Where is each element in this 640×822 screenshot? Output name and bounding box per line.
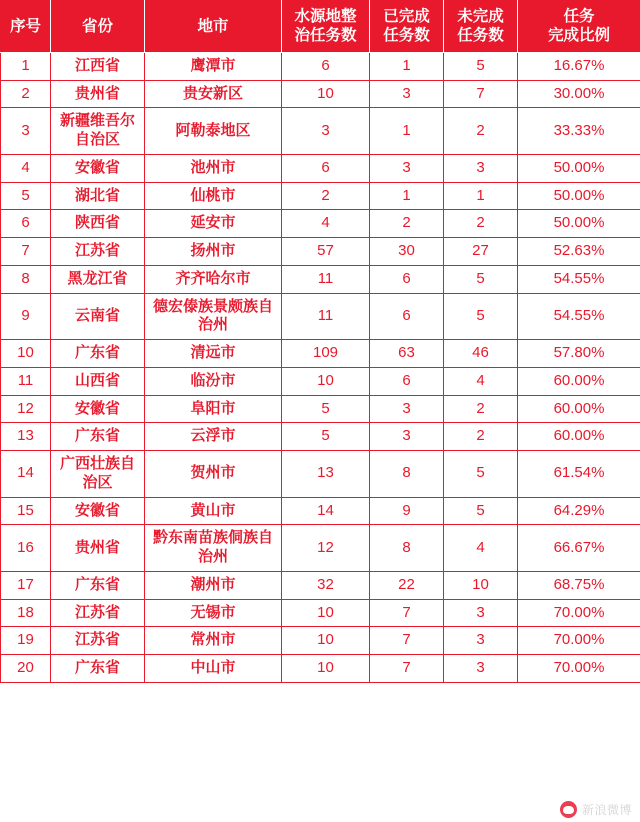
cell-uncompleted-tasks: 5 <box>444 451 518 498</box>
table-row <box>1 655 640 683</box>
cell-city: 仙桃市 <box>145 182 282 210</box>
cell-completed-tasks: 6 <box>370 293 444 340</box>
cell-index: 3 <box>1 108 51 155</box>
cell-province: 江西省 <box>51 52 145 80</box>
table-row <box>1 293 640 340</box>
cell-total-tasks: 2 <box>282 182 370 210</box>
table-row <box>1 265 640 293</box>
cell-completion-ratio: 70.00% <box>518 599 640 627</box>
cell-province: 陕西省 <box>51 210 145 238</box>
column-header-total-tasks-line2: 治任务数 <box>294 27 357 45</box>
cell-total-tasks: 10 <box>282 627 370 655</box>
cell-uncompleted-tasks: 3 <box>444 627 518 655</box>
cell-completed-tasks: 7 <box>370 599 444 627</box>
cell-total-tasks: 13 <box>282 451 370 498</box>
table-row <box>1 182 640 210</box>
cell-completed-tasks: 3 <box>370 154 444 182</box>
cell-uncompleted-tasks: 5 <box>444 265 518 293</box>
cell-city: 黔东南苗族侗族自治州 <box>145 525 282 572</box>
cell-city: 潮州市 <box>145 571 282 599</box>
table-header <box>1 1 640 53</box>
cell-total-tasks: 109 <box>282 340 370 368</box>
column-header-index-line1: 序号 <box>9 17 41 35</box>
cell-uncompleted-tasks: 5 <box>444 293 518 340</box>
cell-total-tasks: 10 <box>282 655 370 683</box>
table-row <box>1 52 640 80</box>
cell-completed-tasks: 30 <box>370 238 444 266</box>
cell-province: 安徽省 <box>51 154 145 182</box>
column-header-completed-tasks <box>370 1 444 53</box>
cell-completion-ratio: 60.00% <box>518 423 640 451</box>
cell-uncompleted-tasks: 4 <box>444 525 518 572</box>
watermark-label: 新浪微博 <box>581 803 632 817</box>
cell-province: 广东省 <box>51 655 145 683</box>
cell-uncompleted-tasks: 46 <box>444 340 518 368</box>
cell-total-tasks: 6 <box>282 154 370 182</box>
cell-index: 10 <box>1 340 51 368</box>
cell-index: 13 <box>1 423 51 451</box>
cell-completion-ratio: 70.00% <box>518 627 640 655</box>
cell-province: 黑龙江省 <box>51 265 145 293</box>
cell-completed-tasks: 7 <box>370 655 444 683</box>
cell-province: 广西壮族自治区 <box>51 451 145 498</box>
cell-province: 安徽省 <box>51 497 145 525</box>
column-header-uncompleted-tasks-line2: 任务数 <box>457 27 504 45</box>
cell-uncompleted-tasks: 3 <box>444 154 518 182</box>
cell-index: 17 <box>1 571 51 599</box>
cell-completed-tasks: 2 <box>370 210 444 238</box>
table-row <box>1 525 640 572</box>
cell-province: 广东省 <box>51 571 145 599</box>
cell-uncompleted-tasks: 1 <box>444 182 518 210</box>
cell-uncompleted-tasks: 27 <box>444 238 518 266</box>
column-header-completion-ratio-line2: 完成比例 <box>547 27 610 45</box>
cell-province: 新疆维吾尔自治区 <box>51 108 145 155</box>
cell-completed-tasks: 1 <box>370 182 444 210</box>
cell-uncompleted-tasks: 2 <box>444 210 518 238</box>
cell-total-tasks: 5 <box>282 395 370 423</box>
cell-city: 贵安新区 <box>145 80 282 108</box>
cell-index: 5 <box>1 182 51 210</box>
cell-index: 18 <box>1 599 51 627</box>
table-row <box>1 627 640 655</box>
cell-index: 11 <box>1 367 51 395</box>
cell-uncompleted-tasks: 2 <box>444 395 518 423</box>
cell-completed-tasks: 7 <box>370 627 444 655</box>
cell-province: 云南省 <box>51 293 145 340</box>
column-header-uncompleted-tasks-line1: 未完成 <box>457 8 504 25</box>
cell-completed-tasks: 3 <box>370 423 444 451</box>
cell-city: 阿勒泰地区 <box>145 108 282 155</box>
column-header-city-line1: 地市 <box>197 17 229 35</box>
cell-total-tasks: 6 <box>282 52 370 80</box>
cell-completed-tasks: 8 <box>370 451 444 498</box>
cell-uncompleted-tasks: 5 <box>444 497 518 525</box>
watermark <box>560 801 632 818</box>
cell-city: 清远市 <box>145 340 282 368</box>
table-row <box>1 80 640 108</box>
cell-uncompleted-tasks: 5 <box>444 52 518 80</box>
cell-completion-ratio: 57.80% <box>518 340 640 368</box>
table-row <box>1 395 640 423</box>
cell-completed-tasks: 1 <box>370 52 444 80</box>
cell-province: 安徽省 <box>51 395 145 423</box>
cell-province: 广东省 <box>51 423 145 451</box>
cell-completed-tasks: 6 <box>370 265 444 293</box>
cell-city: 黄山市 <box>145 497 282 525</box>
cell-total-tasks: 14 <box>282 497 370 525</box>
cell-city: 常州市 <box>145 627 282 655</box>
cell-index: 20 <box>1 655 51 683</box>
cell-uncompleted-tasks: 10 <box>444 571 518 599</box>
cell-index: 12 <box>1 395 51 423</box>
cell-city: 临汾市 <box>145 367 282 395</box>
table-row <box>1 497 640 525</box>
cell-completion-ratio: 30.00% <box>518 80 640 108</box>
cell-index: 16 <box>1 525 51 572</box>
cell-completion-ratio: 68.75% <box>518 571 640 599</box>
cell-index: 6 <box>1 210 51 238</box>
column-header-completed-tasks-line1: 已完成 <box>383 8 430 25</box>
table-row <box>1 599 640 627</box>
cell-province: 贵州省 <box>51 80 145 108</box>
cell-total-tasks: 3 <box>282 108 370 155</box>
cell-completion-ratio: 54.55% <box>518 293 640 340</box>
weibo-icon <box>560 801 577 818</box>
table-header-row <box>1 1 640 53</box>
cell-province: 广东省 <box>51 340 145 368</box>
cell-city: 鹰潭市 <box>145 52 282 80</box>
column-header-completion-ratio <box>518 1 640 53</box>
column-header-index <box>1 1 51 53</box>
table-row <box>1 108 640 155</box>
cell-total-tasks: 57 <box>282 238 370 266</box>
cell-total-tasks: 5 <box>282 423 370 451</box>
cell-completion-ratio: 33.33% <box>518 108 640 155</box>
cell-total-tasks: 10 <box>282 599 370 627</box>
cell-total-tasks: 12 <box>282 525 370 572</box>
cell-total-tasks: 11 <box>282 265 370 293</box>
cell-city: 扬州市 <box>145 238 282 266</box>
cell-province: 湖北省 <box>51 182 145 210</box>
cell-index: 2 <box>1 80 51 108</box>
cell-uncompleted-tasks: 3 <box>444 599 518 627</box>
cell-completed-tasks: 63 <box>370 340 444 368</box>
table-body <box>1 52 640 682</box>
cell-uncompleted-tasks: 3 <box>444 655 518 683</box>
cell-uncompleted-tasks: 7 <box>444 80 518 108</box>
cell-province: 贵州省 <box>51 525 145 572</box>
column-header-province-line1: 省份 <box>81 17 113 35</box>
table-row <box>1 451 640 498</box>
column-header-city <box>145 1 282 53</box>
cell-total-tasks: 10 <box>282 80 370 108</box>
cell-total-tasks: 32 <box>282 571 370 599</box>
column-header-total-tasks-line1: 水源地整 <box>294 8 357 25</box>
cell-completed-tasks: 22 <box>370 571 444 599</box>
cell-completion-ratio: 60.00% <box>518 395 640 423</box>
cell-province: 山西省 <box>51 367 145 395</box>
cell-city: 云浮市 <box>145 423 282 451</box>
cell-completion-ratio: 66.67% <box>518 525 640 572</box>
cell-city: 贺州市 <box>145 451 282 498</box>
cell-city: 池州市 <box>145 154 282 182</box>
table-row <box>1 367 640 395</box>
cell-index: 4 <box>1 154 51 182</box>
cell-completion-ratio: 50.00% <box>518 182 640 210</box>
cell-index: 9 <box>1 293 51 340</box>
cell-index: 14 <box>1 451 51 498</box>
cell-completion-ratio: 64.29% <box>518 497 640 525</box>
cell-total-tasks: 4 <box>282 210 370 238</box>
cell-completed-tasks: 8 <box>370 525 444 572</box>
cell-province: 江苏省 <box>51 627 145 655</box>
cell-completion-ratio: 50.00% <box>518 154 640 182</box>
column-header-total-tasks <box>282 1 370 53</box>
cell-completed-tasks: 3 <box>370 80 444 108</box>
table-row <box>1 154 640 182</box>
cell-completion-ratio: 60.00% <box>518 367 640 395</box>
column-header-province <box>51 1 145 53</box>
cell-completion-ratio: 61.54% <box>518 451 640 498</box>
table-row <box>1 238 640 266</box>
table-row <box>1 423 640 451</box>
cell-completion-ratio: 50.00% <box>518 210 640 238</box>
cell-completion-ratio: 54.55% <box>518 265 640 293</box>
cell-completed-tasks: 3 <box>370 395 444 423</box>
cell-completed-tasks: 9 <box>370 497 444 525</box>
cell-index: 7 <box>1 238 51 266</box>
cell-city: 齐齐哈尔市 <box>145 265 282 293</box>
cell-completion-ratio: 16.67% <box>518 52 640 80</box>
cell-city: 德宏傣族景颇族自治州 <box>145 293 282 340</box>
cell-uncompleted-tasks: 2 <box>444 423 518 451</box>
table-row <box>1 210 640 238</box>
cell-uncompleted-tasks: 2 <box>444 108 518 155</box>
cell-completed-tasks: 1 <box>370 108 444 155</box>
cell-province: 江苏省 <box>51 238 145 266</box>
cell-total-tasks: 11 <box>282 293 370 340</box>
cell-province: 江苏省 <box>51 599 145 627</box>
table-row <box>1 340 640 368</box>
cell-completion-ratio: 52.63% <box>518 238 640 266</box>
column-header-uncompleted-tasks <box>444 1 518 53</box>
cell-completed-tasks: 6 <box>370 367 444 395</box>
cell-index: 15 <box>1 497 51 525</box>
cell-index: 8 <box>1 265 51 293</box>
cell-city: 延安市 <box>145 210 282 238</box>
cell-completion-ratio: 70.00% <box>518 655 640 683</box>
cell-total-tasks: 10 <box>282 367 370 395</box>
cell-uncompleted-tasks: 4 <box>444 367 518 395</box>
cell-city: 阜阳市 <box>145 395 282 423</box>
column-header-completion-ratio-line1: 任务 <box>563 8 595 25</box>
column-header-completed-tasks-line2: 任务数 <box>383 27 430 45</box>
cell-index: 1 <box>1 52 51 80</box>
cell-index: 19 <box>1 627 51 655</box>
table-row <box>1 571 640 599</box>
cell-city: 中山市 <box>145 655 282 683</box>
cell-city: 无锡市 <box>145 599 282 627</box>
